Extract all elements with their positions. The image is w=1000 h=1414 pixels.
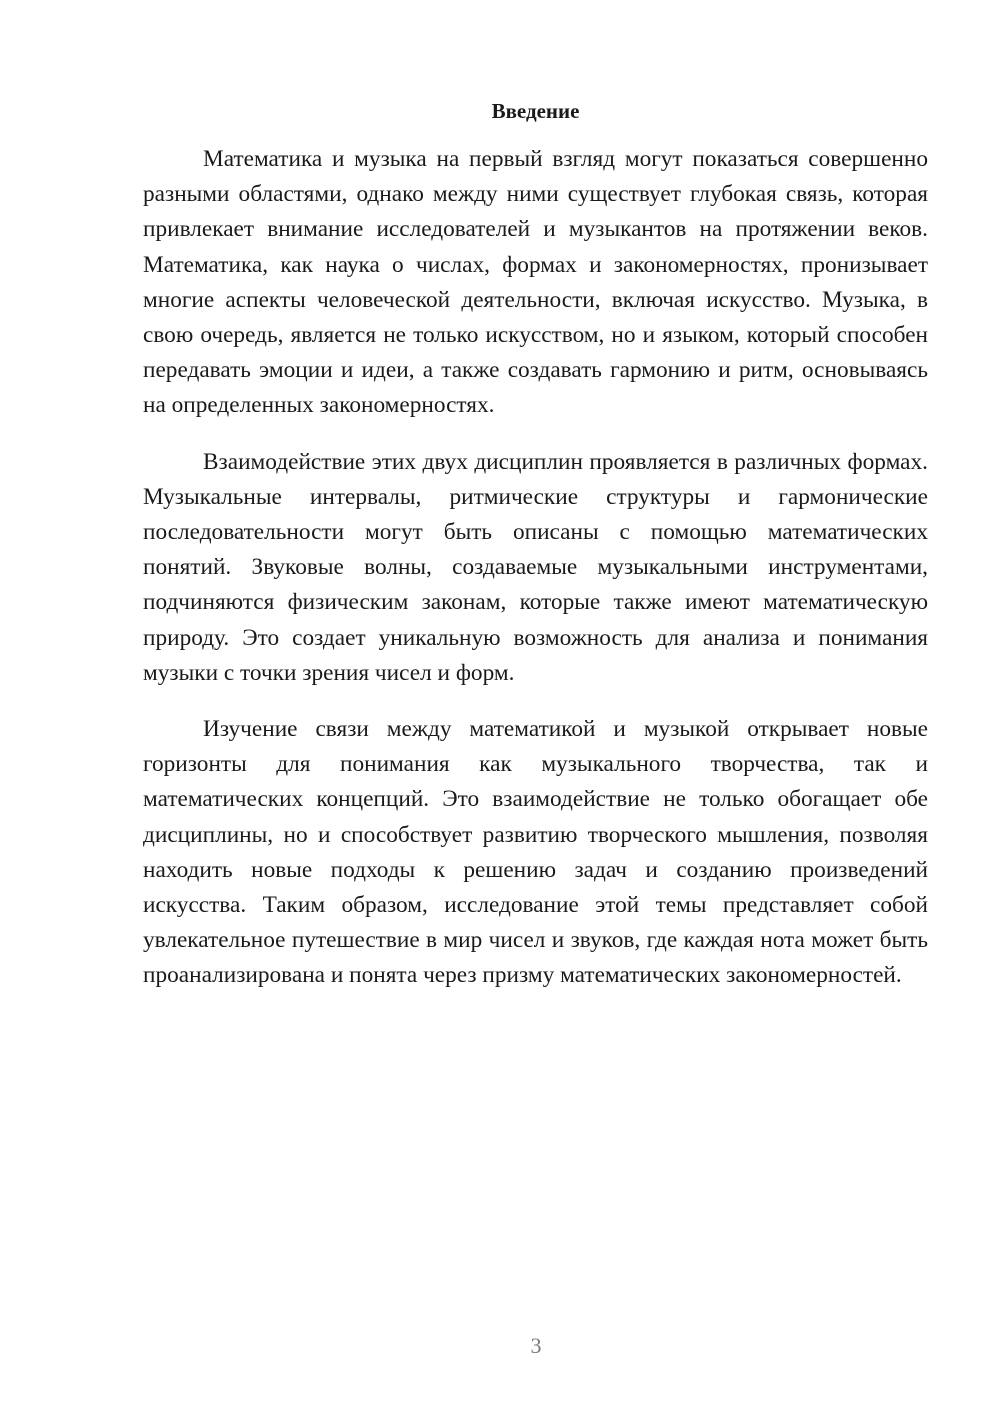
page-content — [143, 94, 928, 1015]
paragraph-3: Изучение связи между математикой и музыкой открывает новые горизонты для понимания как музыкального творчества, так и математических концепций. Это взаимодействие не только обогащает обе дисциплины, но и способствует развитию творческого мышления, позволяя находить новые подходы к решению задач и созданию произведений искусства. Таким образом, исследование этой темы представляет собой увлекательное путешествие в мир чисел и звуков, где каждая нота может быть проанализирована и понята через призму математических закономерностей. — [143, 716, 928, 989]
page-number: 3 — [530, 1333, 542, 1358]
paragraph-1: Математика и музыка на первый взгляд могут показаться совершенно разными областями, однако между ними существует глубокая связь, которая привлекает внимание исследователей и музыкантов на протяжении веков. Математика, как наука о числах, формах и закономерностях, пронизывает многие аспекты человеческой деятельности, включая искусство. Музыка, в свою очередь, является не только искусством, но и языком, который способен передавать эмоции и идеи, а также создавать гармонию и ритм, основываясь на определенных закономерностях. — [143, 146, 928, 419]
paragraph-2: Взаимодействие этих двух дисциплин проявляется в различных формах. Музыкальные интервалы, ритмические структуры и гармонические последовательности могут быть описаны с помощью математических понятий. Звуковые волны, создаваемые музыкальными инструментами, подчиняются физическим законам, которые также имеют математическую природу. Это создает уникальную возможность для анализа и понимания музыки с точки зрения чисел и форм. — [143, 448, 928, 686]
section-heading: Введение — [491, 99, 580, 123]
